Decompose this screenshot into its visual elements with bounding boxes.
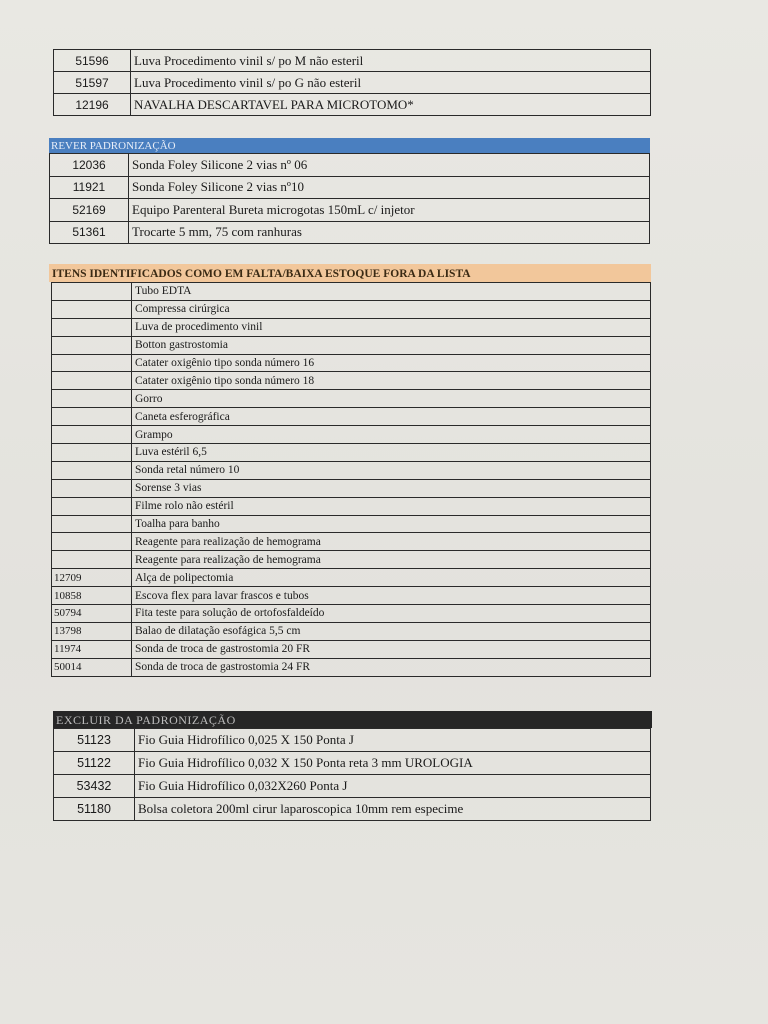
- table-row: [52, 497, 651, 515]
- items-table-body: [54, 50, 651, 116]
- item-description: Gorro: [132, 390, 651, 408]
- item-code: [52, 551, 132, 569]
- table-row: [50, 176, 650, 199]
- item-description: Fita teste para solução de ortofosfaldeído: [132, 605, 651, 623]
- item-description: Caneta esferográfica: [132, 408, 651, 426]
- table-row: [52, 551, 651, 569]
- item-description: Trocarte 5 mm, 75 com ranhuras: [129, 221, 650, 244]
- item-code: 11974: [52, 640, 132, 658]
- item-description: Filme rolo não estéril: [132, 497, 651, 515]
- table-row: [52, 300, 651, 318]
- excluir-padronizacao-table-body: [54, 729, 651, 821]
- item-code: [52, 300, 132, 318]
- item-code: 51122: [54, 752, 135, 775]
- item-description: Sonda Foley Silicone 2 vias nº10: [129, 176, 650, 199]
- rever-padronizacao-table-body: [50, 154, 650, 244]
- item-code: [52, 390, 132, 408]
- item-description: Sorense 3 vias: [132, 479, 651, 497]
- itens-em-falta-table-body: [52, 283, 651, 677]
- items-table: [53, 49, 651, 116]
- table-row: [52, 569, 651, 587]
- item-code: 52169: [50, 199, 129, 222]
- table-row: [52, 479, 651, 497]
- item-description: Sonda Foley Silicone 2 vias nº 06: [129, 154, 650, 177]
- item-code: 50794: [52, 605, 132, 623]
- item-description: Grampo: [132, 426, 651, 444]
- table-row: [54, 50, 651, 72]
- item-description: Luva de procedimento vinil: [132, 318, 651, 336]
- table-row: [52, 461, 651, 479]
- item-code: 10858: [52, 587, 132, 605]
- item-description: Fio Guia Hidrofílico 0,032X260 Ponta J: [135, 775, 651, 798]
- table-row: [54, 729, 651, 752]
- table-row: [50, 154, 650, 177]
- item-code: 51597: [54, 72, 131, 94]
- item-code: 13798: [52, 622, 132, 640]
- item-code: 51180: [54, 798, 135, 821]
- item-description: Catater oxigênio tipo sonda número 18: [132, 372, 651, 390]
- table-row: [52, 426, 651, 444]
- item-code: [52, 479, 132, 497]
- table-row: [52, 515, 651, 533]
- item-code: 12709: [52, 569, 132, 587]
- itens-em-falta-table: [51, 282, 651, 677]
- item-code: 11921: [50, 176, 129, 199]
- table-row: [52, 283, 651, 301]
- item-description: Equipo Parenteral Bureta microgotas 150mL c/ injetor: [129, 199, 650, 222]
- item-description: Alça de polipectomia: [132, 569, 651, 587]
- rever-padronizacao-table: [49, 153, 650, 244]
- item-description: Reagente para realização de hemograma: [132, 533, 651, 551]
- table-row: [50, 199, 650, 222]
- item-code: [52, 372, 132, 390]
- item-code: [52, 497, 132, 515]
- item-description: Fio Guia Hidrofílico 0,025 X 150 Ponta J: [135, 729, 651, 752]
- item-description: Reagente para realização de hemograma: [132, 551, 651, 569]
- table-row: [52, 354, 651, 372]
- table-row: [52, 372, 651, 390]
- item-code: [52, 444, 132, 462]
- table-row: [52, 622, 651, 640]
- item-description: Fio Guia Hidrofílico 0,032 X 150 Ponta reta 3 mm UROLOGIA: [135, 752, 651, 775]
- table-row: [54, 752, 651, 775]
- table-row: [54, 72, 651, 94]
- section-header-itens-em-falta: ITENS IDENTIFICADOS COMO EM FALTA/BAIXA ESTOQUE FORA DA LISTA: [49, 264, 651, 282]
- item-description: Botton gastrostomia: [132, 336, 651, 354]
- item-description: Luva estéril 6,5: [132, 444, 651, 462]
- table-row: [52, 408, 651, 426]
- table-row: [52, 605, 651, 623]
- item-description: Tubo EDTA: [132, 283, 651, 301]
- item-code: [52, 354, 132, 372]
- table-row: [52, 444, 651, 462]
- table-row: [54, 798, 651, 821]
- table-row: [52, 336, 651, 354]
- item-description: Sonda de troca de gastrostomia 20 FR: [132, 640, 651, 658]
- table-row: [54, 94, 651, 116]
- item-description: Toalha para banho: [132, 515, 651, 533]
- item-code: 12196: [54, 94, 131, 116]
- item-description: Sonda de troca de gastrostomia 24 FR: [132, 658, 651, 676]
- excluir-padronizacao-table: [53, 728, 651, 821]
- item-code: 51361: [50, 221, 129, 244]
- item-code: [52, 336, 132, 354]
- item-code: 53432: [54, 775, 135, 798]
- section-header-rever-padronizacao: REVER PADRONIZAÇÃO: [49, 138, 650, 153]
- item-description: Compressa cirúrgica: [132, 300, 651, 318]
- item-code: [52, 318, 132, 336]
- item-code: [52, 283, 132, 301]
- table-row: [50, 221, 650, 244]
- item-code: [52, 515, 132, 533]
- item-description: NAVALHA DESCARTAVEL PARA MICROTOMO*: [131, 94, 651, 116]
- item-code: [52, 408, 132, 426]
- table-row: [52, 318, 651, 336]
- table-row: [52, 640, 651, 658]
- item-description: Sonda retal número 10: [132, 461, 651, 479]
- item-code: [52, 533, 132, 551]
- item-description: Balao de dilatação esofágica 5,5 cm: [132, 622, 651, 640]
- item-description: Bolsa coletora 200ml cirur laparoscopica 10mm rem especime: [135, 798, 651, 821]
- item-description: Luva Procedimento vinil s/ po G não esteril: [131, 72, 651, 94]
- item-code: 50014: [52, 658, 132, 676]
- item-code: 51596: [54, 50, 131, 72]
- item-code: [52, 461, 132, 479]
- item-code: [52, 426, 132, 444]
- table-row: [52, 587, 651, 605]
- item-description: Escova flex para lavar frascos e tubos: [132, 587, 651, 605]
- item-description: Luva Procedimento vinil s/ po M não esteril: [131, 50, 651, 72]
- table-row: [52, 658, 651, 676]
- item-description: Catater oxigênio tipo sonda número 16: [132, 354, 651, 372]
- table-row: [52, 533, 651, 551]
- item-code: 12036: [50, 154, 129, 177]
- table-row: [54, 775, 651, 798]
- item-code: 51123: [54, 729, 135, 752]
- table-row: [52, 390, 651, 408]
- section-header-excluir-padronizacao: EXCLUIR DA PADRONIZAÇÃO: [53, 711, 652, 728]
